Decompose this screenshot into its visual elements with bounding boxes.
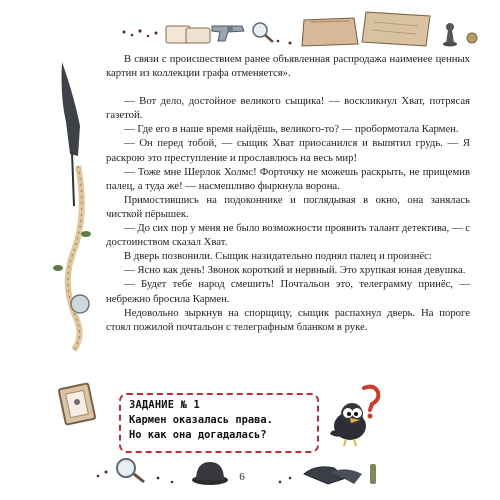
playing-card-icon — [166, 26, 210, 43]
revolver-icon — [212, 26, 244, 41]
gloves-icon — [304, 467, 362, 484]
paragraph: Недовольно зыркнув на спорщицу, сыщик распахнул дверь. На пороге стоял пожилой почтальон с телеграфным бланком в руке. — [106, 306, 470, 333]
task-box — [119, 393, 319, 453]
coin-icon — [467, 33, 477, 43]
task-question-line: Но как она догадалась? — [129, 429, 267, 441]
umbrella-icon — [62, 62, 81, 206]
bag-icon — [302, 18, 358, 46]
tape-measure-icon — [68, 166, 89, 350]
task-title: ЗАДАНИЕ № 1 — [129, 399, 201, 411]
map-icon — [362, 12, 430, 46]
bottle-icon — [370, 464, 376, 484]
paragraph: — Будет тебе народ смешить! Почтальон это, телеграмму принёс, — небрежно бросила Кармен. — [106, 278, 470, 305]
crow-icon — [330, 403, 366, 446]
story-text — [106, 52, 470, 334]
top-illustration-strip — [118, 8, 490, 50]
picture-frame-icon — [56, 378, 100, 432]
page-number: 6 — [239, 471, 245, 483]
paragraph: — Вот дело, достойное великого сыщика! — воскликнул Хват, потрясая газетой. — [106, 95, 470, 122]
paragraph: В связи с происшествием ранее объявленная распродажа наименее ценных картин из коллекции графа отменяется». — [106, 53, 470, 80]
paragraph: В дверь позвонили. Сыщик назидательно поднял палец и произнёс: — [124, 250, 432, 263]
paragraph: Примостившись на подоконнике и поглядывая в окно, она занялась чисткой пёрышек. — [106, 193, 470, 220]
crow-with-question-mark-icon — [322, 382, 392, 448]
paragraph: — До сих пор у меня не было возможности проявить талант детектива, — с достоинством сказал Хват. — [106, 222, 470, 249]
bowler-hat-icon — [192, 462, 228, 485]
paragraph: — Он перед тобой, — сыщик Хват приосанился и выпятил грудь. — Я раскрою это преступление и прославлюсь на весь мир! — [106, 137, 470, 164]
left-illustration — [44, 56, 96, 356]
paragraph: — Тоже мне Шерлок Холмс! Форточку не можешь раскрыть, не прищемив палец, а туда же! — насмешливо фыркнула ворона. — [106, 165, 470, 192]
magnifying-glass-icon — [117, 459, 144, 482]
paragraph: — Ясно как день! Звонок короткий и нервный. Это хрупкая юная девушка. — [124, 264, 466, 277]
question-mark-icon — [364, 387, 378, 419]
paragraph: — Где его в наше время найдёшь, великого-то? — пробормотала Кармен. — [124, 123, 459, 136]
task-text-line: Кармен оказалась права. — [129, 414, 273, 426]
magnifying-glass-icon — [253, 23, 273, 42]
chess-piece-icon — [443, 23, 457, 47]
